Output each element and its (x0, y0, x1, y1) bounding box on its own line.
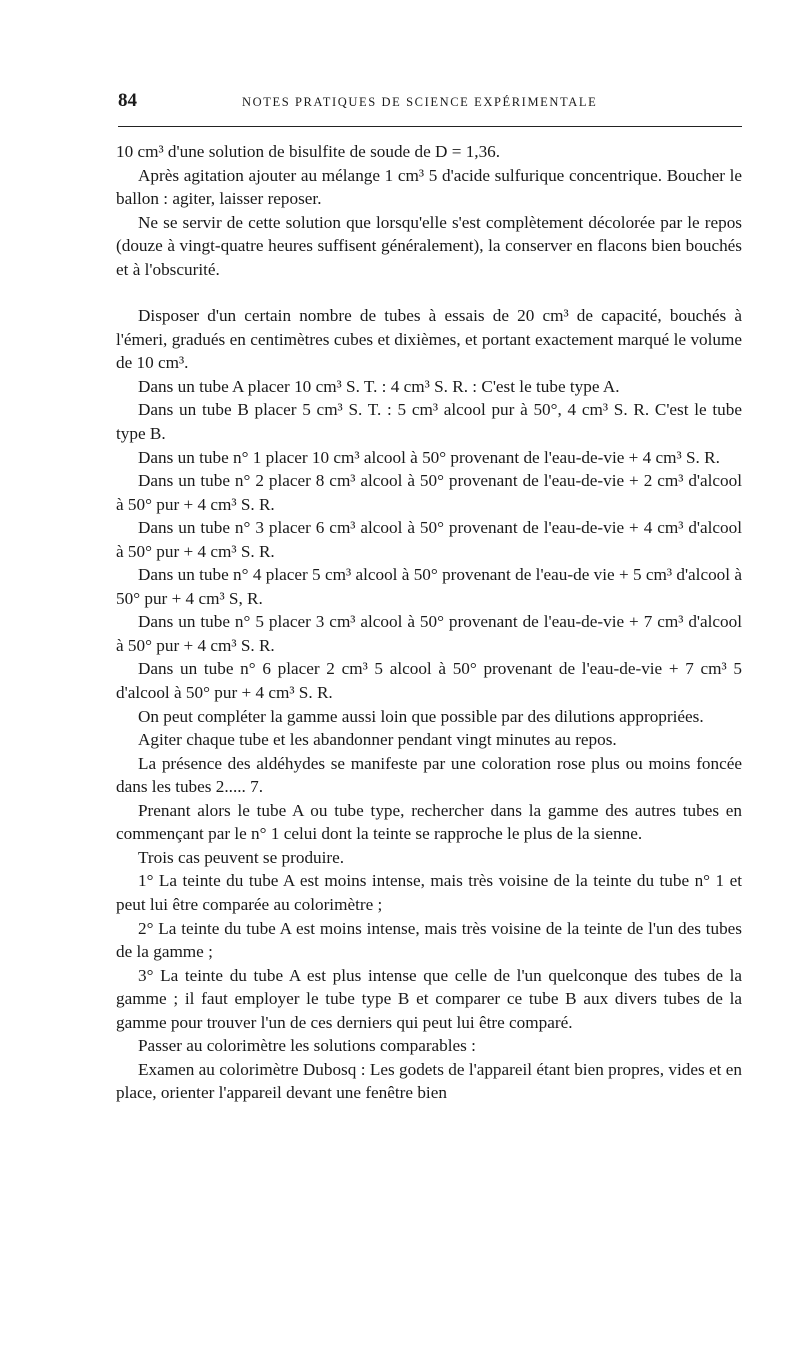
page-header (118, 90, 742, 120)
header-rule (118, 126, 742, 127)
paragraph: Dans un tube n° 5 placer 3 cm³ alcool à 50° provenant de l'eau-de-vie + 7 cm³ d'alcool à 50° pur + 4 cm³ S. R. (116, 612, 742, 655)
paragraph: Dans un tube A placer 10 cm³ S. T. : 4 cm³ S. R. : C'est le tube type A. (138, 376, 620, 396)
paragraph: Dans un tube B placer 5 cm³ S. T. : 5 cm³ alcool pur à 50°, 4 cm³ S. R. C'est le tube type B. (116, 400, 742, 444)
paragraph: Prenant alors le tube A ou tube type, rechercher dans la gamme des autres tubes en commençant par le n° 1 celui dont la teinte se rapproche le plus de la sienne. (116, 800, 742, 844)
paragraph: Dans un tube n° 2 placer 8 cm³ alcool à 50° provenant de l'eau-de-vie + 2 cm³ d'alcool à 50° pur + 4 cm³ S. R. (116, 471, 742, 514)
paragraph: Passer au colorimètre les solutions comparables : (138, 1036, 476, 1056)
paragraph: 2° La teinte du tube A est moins intense, mais très voisine de la teinte de l'un des tubes de la gamme ; (116, 918, 742, 962)
paragraph: Dans un tube n° 6 placer 2 cm³ 5 alcool à 50° provenant de l'eau-de-vie + 7 cm³ 5 d'alcool à 50° pur + 4 cm³ S. R. (116, 659, 742, 703)
paragraph: Dans un tube n° 4 placer 5 cm³ alcool à 50° provenant de l'eau-de vie + 5 cm³ d'alcool à 50° pur + 4 cm³ S, R. (116, 565, 742, 608)
paragraph: 1° La teinte du tube A est moins intense, mais très voisine de la teinte du tube n° 1 et peut lui être comparée au colorimètre ; (116, 871, 742, 914)
paragraph: Trois cas peuvent se produire. (138, 847, 345, 867)
paragraph: Ne se servir de cette solution que lorsqu'elle s'est complètement décolorée par le repos (douze à vingt-quatre heures suffisent généralement), la conserver en flacons bien bouchés et à l'obscurité. (116, 212, 742, 279)
paragraph: Dans un tube n° 3 placer 6 cm³ alcool à 50° provenant de l'eau-de-vie + 4 cm³ d'alcool à 50° pur + 4 cm³ S. R. (116, 518, 742, 561)
paragraph: Agiter chaque tube et les abandonner pendant vingt minutes au repos. (138, 730, 617, 750)
body-text (116, 140, 742, 1105)
paragraph: Après agitation ajouter au mélange 1 cm³ 5 d'acide sulfurique concentrique. Boucher le ballon : agiter, laisser reposer. (116, 165, 742, 209)
paragraph: On peut compléter la gamme aussi loin que possible par des dilutions appropriées. (138, 706, 704, 726)
page-number: 84 (118, 90, 137, 111)
paragraph: Examen au colorimètre Dubosq : Les godets de l'appareil étant bien propres, vides et en place, orienter l'appareil devant une fenêtre bien (116, 1059, 742, 1103)
paragraph: Disposer d'un certain nombre de tubes à essais de 20 cm³ de capacité, bouchés à l'émeri, gradués en centimètres cubes et dixièmes, et portant exactement marqué le volume de 10 cm³. (116, 306, 742, 373)
paragraph: La présence des aldéhydes se manifeste par une coloration rose plus ou moins foncée dans les tubes 2..... 7. (116, 753, 742, 797)
paragraph: Dans un tube n° 1 placer 10 cm³ alcool à 50° provenant de l'eau-de-vie + 4 cm³ S. R. (138, 447, 720, 467)
paragraph: 10 cm³ d'une solution de bisulfite de soude de D = 1,36. (116, 142, 501, 161)
paragraph: 3° La teinte du tube A est plus intense que celle de l'un quelconque des tubes de la gamme ; il faut employer le tube type B et comparer ce tube B aux divers tubes de la gamme pour trouver l'un de ces derniers qui peut lui être comparé. (116, 965, 742, 1032)
running-title: NOTES PRATIQUES DE SCIENCE EXPÉRIMENTALE (242, 95, 598, 109)
